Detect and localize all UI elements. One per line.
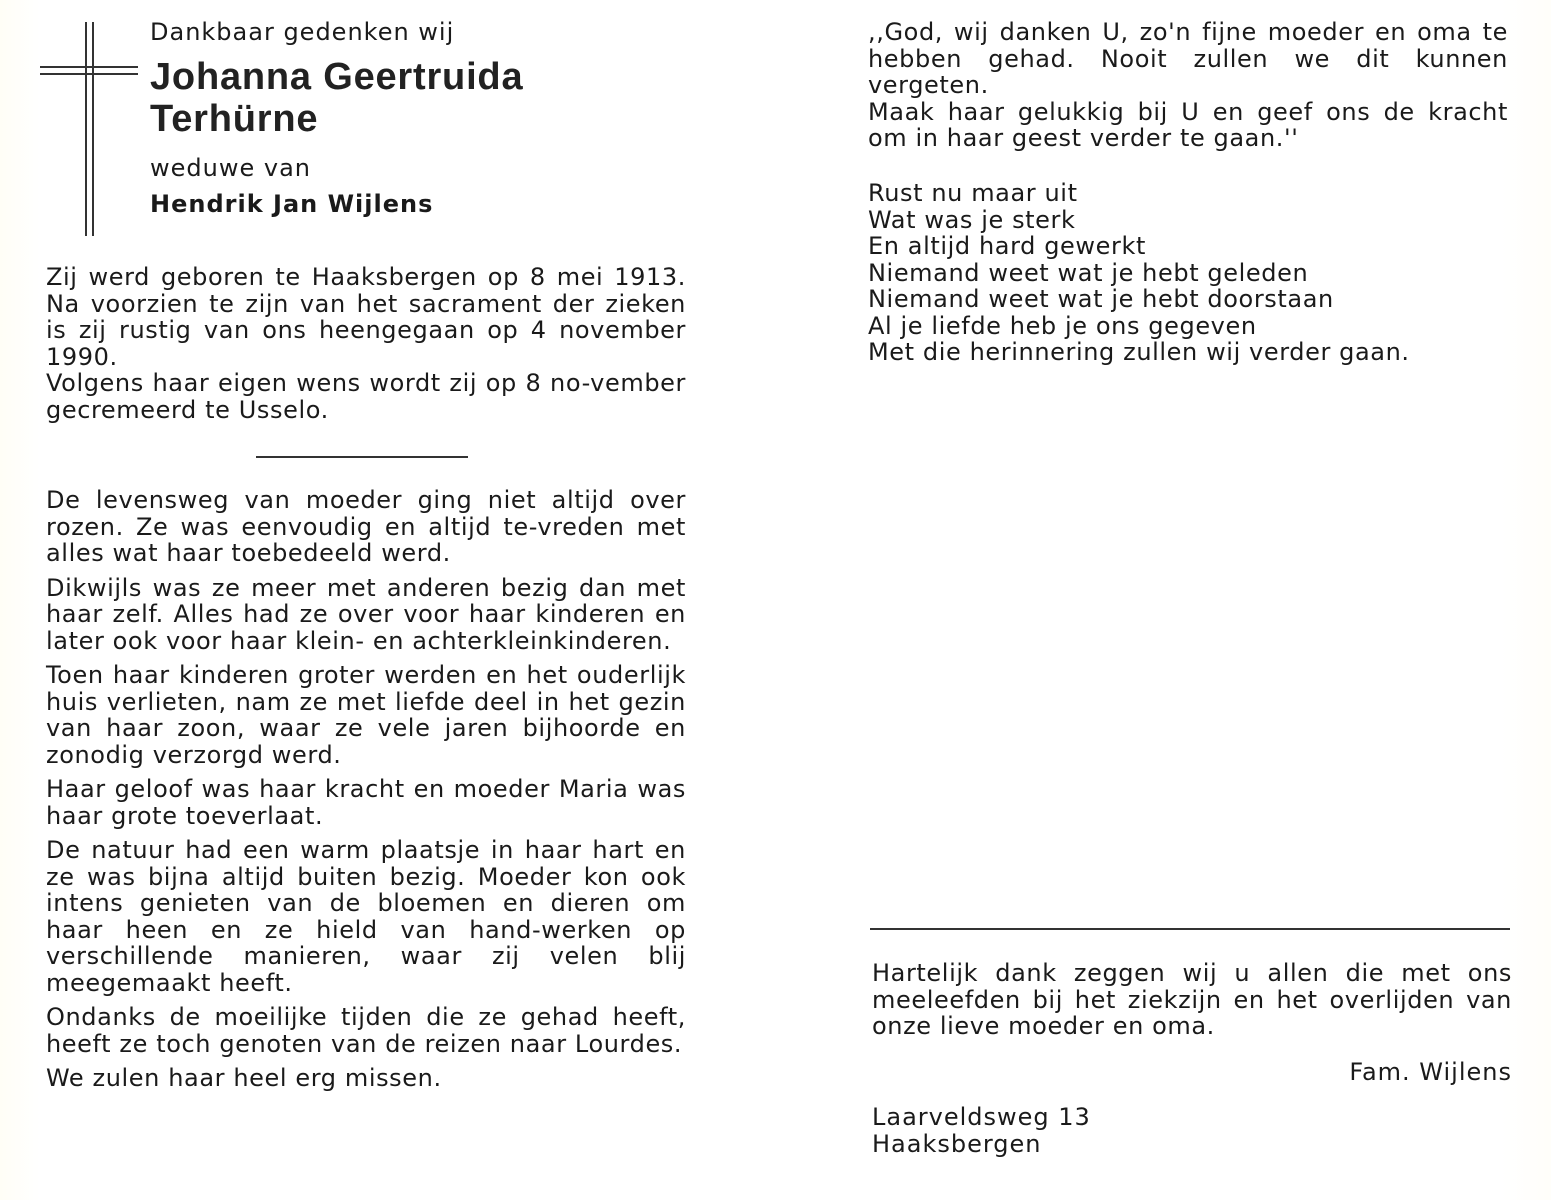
- thanks-section: [872, 960, 1512, 1040]
- address-city: Haaksbergen: [872, 1130, 1042, 1158]
- intro-text: Dankbaar gedenken wij: [150, 18, 455, 46]
- cremation-text: Volgens haar eigen wens wordt zij op 8 no-vember gecremeerd te Usselo.: [46, 369, 686, 424]
- memorial-header: [150, 18, 670, 218]
- deceased-name: [150, 56, 670, 140]
- poem-section: [868, 180, 1508, 366]
- poem-line: Met die herinnering zullen wij verder gaan.: [868, 338, 1410, 366]
- poem-line: Niemand weet wat je hebt doorstaan: [868, 285, 1334, 313]
- bio-paragraph: Toen haar kinderen groter werden en het ouderlijk huis verlieten, nam ze met liefde deel in het gezin van haar zoon, waar ze vele jaren bijhoorde en zonodig verzorgd werd.: [46, 661, 686, 769]
- bio-paragraph: We zulen haar heel erg missen.: [46, 1064, 442, 1092]
- husband-name: Hendrik Jan Wijlens: [150, 190, 434, 218]
- poem-line: Niemand weet wat je hebt geleden: [868, 258, 1309, 287]
- section-divider: [256, 456, 468, 458]
- family-signature: Fam. Wijlens: [1349, 1058, 1512, 1086]
- birth-death-section: [46, 264, 686, 423]
- prayer-line: Maak haar gelukkig bij U en geef ons de kracht om in haar geest verder te gaan.'': [868, 97, 1508, 152]
- bio-paragraph: De natuur had een warm plaatsje in haar hart en ze was bijna altijd buiten bezig. Moeder kon ook intens genieten van de bloemen en dieren om haar heen en ze hield van hand-werken op verschillende manieren, waar zij velen blij meegemaakt heeft.: [46, 836, 686, 997]
- thanks-divider: [870, 928, 1510, 930]
- bio-paragraph: Haar geloof was haar kracht en moeder Maria was haar grote toeverlaat.: [46, 775, 686, 830]
- deceased-name-line1: Johanna Geertruida: [150, 56, 524, 98]
- bio-paragraph: De levensweg van moeder ging niet altijd over rozen. Ze was eenvoudig en altijd te-vreden met alles wat haar toebedeeld werd.: [46, 486, 686, 567]
- prayer-section: [868, 19, 1508, 152]
- address-street: Laarveldsweg 13: [872, 1103, 1091, 1131]
- poem-line: Rust nu maar uit: [868, 179, 1078, 207]
- bio-paragraph: Ondanks de moeilijke tijden die ze gehad heeft, heeft ze toch genoten van de reizen naar Lourdes.: [46, 1003, 686, 1058]
- poem-line: Wat was je sterk: [868, 205, 1076, 234]
- poem-line: En altijd hard gewerkt: [868, 232, 1146, 260]
- poem-line: Al je liefde heb je ons gegeven: [868, 311, 1257, 340]
- thanks-text: Hartelijk dank zeggen wij u allen die met ons meeleefden bij het ziekzijn en het overlijden van onze lieve moeder en oma.: [872, 959, 1512, 1040]
- deceased-name-line2: Terhürne: [150, 98, 319, 140]
- prayer-line: ,,God, wij danken U, zo'n fijne moeder en oma te hebben gehad. Nooit zullen we dit kunnen vergeten.: [868, 18, 1508, 99]
- widow-label: weduwe van: [150, 154, 311, 182]
- bio-paragraph: Dikwijls was ze meer met anderen bezig dan met haar zelf. Alles had ze over voor haar kinderen en later ook voor haar klein- en achterkleinkinderen.: [46, 573, 686, 655]
- address-block: [872, 1104, 1091, 1158]
- birth-text: Zij werd geboren te Haaksbergen op 8 mei 1913. Na voorzien te zijn van het sacrament der zieken is zij rustig van ons heengegaan op 4 november 1990.: [46, 263, 686, 371]
- biography-section: [46, 487, 686, 1100]
